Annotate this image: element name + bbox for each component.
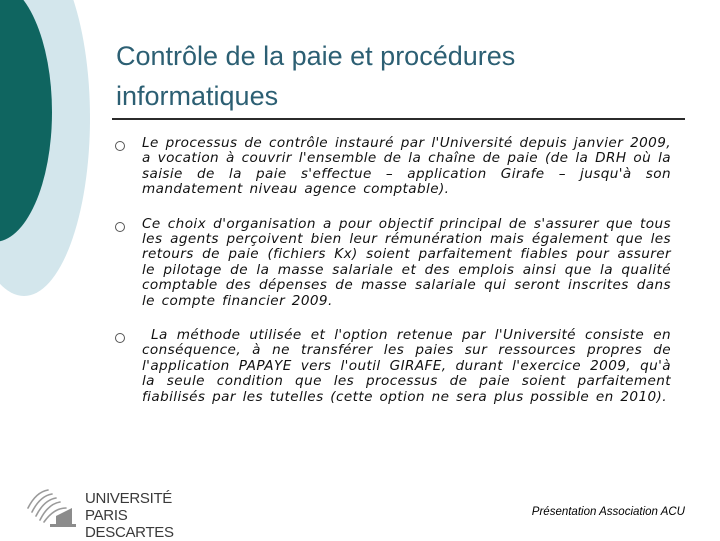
bullet-list: [115, 135, 678, 424]
bullet-circle-icon: [115, 141, 125, 151]
bullet-circle-icon: [115, 222, 125, 232]
logo-line-university: UNIVERSITÉ: [85, 490, 173, 507]
bullet-circle-icon: [115, 333, 125, 343]
university-logo-text: [85, 490, 212, 541]
bullet-item: [115, 217, 671, 309]
slide-title: Contrôle de la paie et procédures informatiques: [116, 41, 516, 111]
bullet-text: La méthode utilisée et l'option retenue par l'Université consiste en conséquence, à ne transférer les paies sur ressources propres de l'application PAPAYE vers l'outil GIRAFE, durant l'exercice 2009, qu'à la seule condition que les processus de paie soient parfaitement fiabilisés par les tutelles (cette option ne sera plus possible en 2010).: [142, 327, 678, 405]
bullet-item: [115, 136, 671, 198]
footer-caption: Présentation Association ACU: [531, 506, 685, 518]
university-emblem-icon: [22, 486, 80, 528]
bullet-text: Le processus de contrôle instauré par l'Université depuis janvier 2009, a vocation à couvrir l'ensemble de la chaîne de paie (de la DRH où la saisie de la paie s'effectue – application Girafe – jusqu'à son mandatement niveau agence comptable).: [142, 135, 671, 198]
university-logo: [22, 486, 212, 541]
logo-line-paris-descartes: PARIS DESCARTES: [85, 507, 174, 541]
title-divider: [112, 118, 685, 120]
decorative-circles-graphic: [0, 0, 110, 320]
bullet-text: Ce choix d'organisation a pour objectif principal de s'assurer que tous les agents perçoivent bien leur rémunération mais également que les retours de paie (fichiers Kx) soient parfaitement fiables pour assurer le pilotage de la masse salariale et des emplois ainsi que la qualité comptable des dépenses de masse salariale qui seront inscrites dans le compte financier 2009.: [142, 215, 671, 309]
bullet-item: [115, 327, 678, 405]
